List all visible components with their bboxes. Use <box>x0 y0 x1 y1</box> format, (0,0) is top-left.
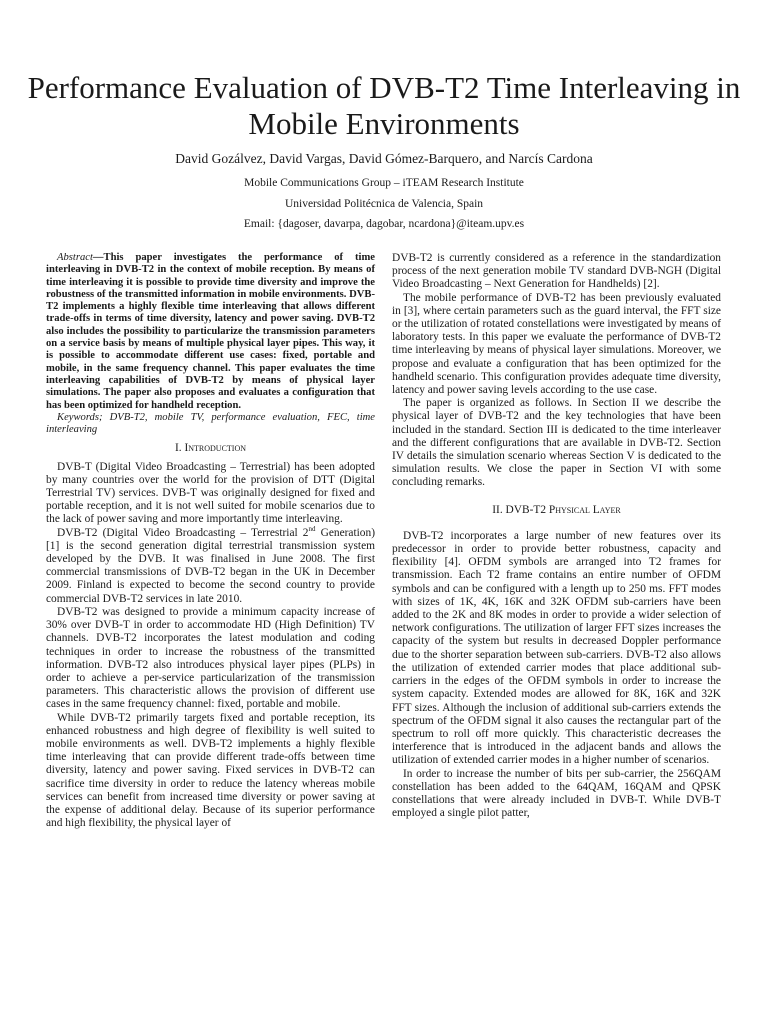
affiliation-email: Email: {dagoser, davarpa, dagobar, ncardona}@iteam.upv.es <box>243 218 525 230</box>
intro-paragraph-2-start: DVB-T2 (Digital Video Broadcasting – Terrestrial 2 <box>57 526 309 539</box>
affiliation-group: Mobile Communications Group – iTEAM Research Institute <box>244 177 524 189</box>
intro-paragraph-2 <box>46 524 375 606</box>
paper-title: Performance Evaluation of DVB-T2 Time Interleaving in Mobile Environments <box>27 70 741 141</box>
superscript: nd <box>308 524 316 533</box>
keywords: Keywords; DVB-T2, mobile TV, performance evaluation, FEC, time interleaving <box>46 411 375 436</box>
abstract-text: —This paper investigates the performance of time interleaving in DVB-T2 in the context of mobile reception. By means of time interleaving it is possible to provide time diversity and improve the robustness of the transmitted information in mobile environments. DVB-T2 implements a highly flexible time interleaving that allows different trade-offs in terms of time diversity, latency and power saving. DVB-T2 also includes the possibility to particularize the transmission parameters on a service basis by means of multiple physical layer pipes. This way, it is possible to accommodate different use cases: fixed, portable and mobile, in the same frequency channel. This paper evaluates the time interleaving capabilities of DVB-T2 by means of physical layer simulations. The paper also proposes and evaluates a configuration that has been optimized for handheld reception. <box>46 252 375 411</box>
right-paragraph-3: The paper is organized as follows. In Section II we describe the physical layer of DVB-T2 and the key technologies that have been included in the standard. Section III is dedicated to the time interleaver and the different configurations that are available in DVB-T2. Section IV details the simulation scenario whereas Section V is dedicated to the simulation results. We close the paper in Section VI with some concluding remarks. <box>392 397 721 489</box>
intro-paragraph-3: DVB-T2 was designed to provide a minimum capacity increase of 30% over DVB-T in order to accommodate HD (High Definition) TV channels. DVB-T2 incorporates the latest modulation and coding techniques in order to increase the robustness of the transmitted information. DVB-T2 also introduces physical layer pipes (PLPs) in order to achieve a per-service particularization of the transmission parameters. This characteristic allows the provision of different use cases in the same frequency channel: fixed, portable and mobile. <box>46 605 375 711</box>
author-list: David Gozálvez, David Vargas, David Gómez-Barquero, and Narcís Cardona <box>175 151 593 166</box>
intro-paragraph-2-rest: Generation) [1] is the second generation digital terrestrial transmission system developed by the DVB. It was finalised in June 2008. The first commercial transmissions of DVB-T2 began in the UK in December 2009. Finland is expected to become the second country to provide commercial DVB-T2 services in late 2010. <box>46 526 375 605</box>
affiliation-university: Universidad Politécnica de Valencia, Spain <box>284 198 484 210</box>
section-heading-introduction: I. Introduction <box>174 442 247 455</box>
phy-paragraph-1: DVB-T2 incorporates a large number of new features over its predecessor in order to provide better robustness, capacity and flexibility [4]. OFDM symbols are arranged into T2 frames for transmission. Each T2 frame contains an entire number of OFDM symbols and can be configured with a length up to 250 ms. FFT modes with sizes of 1K, 4K, 16K and 32K OFDM sub-carriers have been added to the 2K and 8K modes in order to provide a wider selection of network configurations. The utilization of larger FFT sizes increases the capacity of the system but results in decreased Doppler performance due to the shorter separation between sub-carriers. DVB-T2 also allows the utilization of extended carrier modes that place additional sub-carriers in the edges of the OFDM symbols in order to increase the system capacity. Extended modes are allowed for 8K, 16K and 32K FFT sizes. Although the inclusion of additional sub-carriers extends the spectrum of the OFDM signal it also causes the rectangular part of the spectrum to roll off more quickly. This characteristic decreases the interference that is introduced in the adjacent bands and allows the utilization of extended carrier modes in a higher number of scenarios. <box>392 529 721 767</box>
left-column <box>46 252 375 830</box>
intro-paragraph-1: DVB-T (Digital Video Broadcasting – Terrestrial) has been adopted by many countries over the world for the provision of DTT (Digital Terrestrial TV) services. DVB-T was originally designed for fixed and portable reception, and it is not well suited for mobile scenarios due to the lack of power saving and more importantly time interleaving. <box>46 460 375 526</box>
right-paragraph-2: The mobile performance of DVB-T2 has been previously evaluated in [3], where certain parameters such as the guard interval, the FFT size or the utilization of rotated constellations were investigated by means of laboratory tests. In this paper we evaluate the performance of DVB-T2 time interleaving by means of physical layer simulations. Moreover, we propose and evaluate a configuration that has been optimized for the handheld scenario. This configuration provides adequate time diversity, latency and power saving levels according to the use case. <box>392 291 721 397</box>
section-heading-physical-layer: II. DVB-T2 Physical Layer <box>492 503 621 516</box>
abstract <box>46 252 375 412</box>
right-column <box>392 252 721 820</box>
intro-paragraph-4: While DVB-T2 primarily targets fixed and portable reception, its enhanced robustness and high degree of flexibility is well suited to mobile environments as well. DVB-T2 implements a highly flexible time interleaving that can provide different trade-offs between time diversity, latency and power saving. Fixed services in DVB-T2 can sacrifice time diversity in order to reduce the latency whereas mobile services can benefit from increased time diversity or power saving at the expense of additional delay. Because of its superior performance and high flexibility, the physical layer of <box>46 711 375 830</box>
abstract-label: Abstract <box>57 252 93 263</box>
phy-paragraph-2: In order to increase the number of bits per sub-carrier, the 256QAM constellation has been added to the 64QAM, 16QAM and QPSK constellations that were already included in DVB-T. While DVB-T employed a single pilot patter, <box>392 767 721 820</box>
right-paragraph-1: DVB-T2 is currently considered as a reference in the standardization process of the next generation mobile TV standard DVB-NGH (Digital Video Broadcasting – Next Generation for Handhelds) [2]. <box>392 252 721 291</box>
